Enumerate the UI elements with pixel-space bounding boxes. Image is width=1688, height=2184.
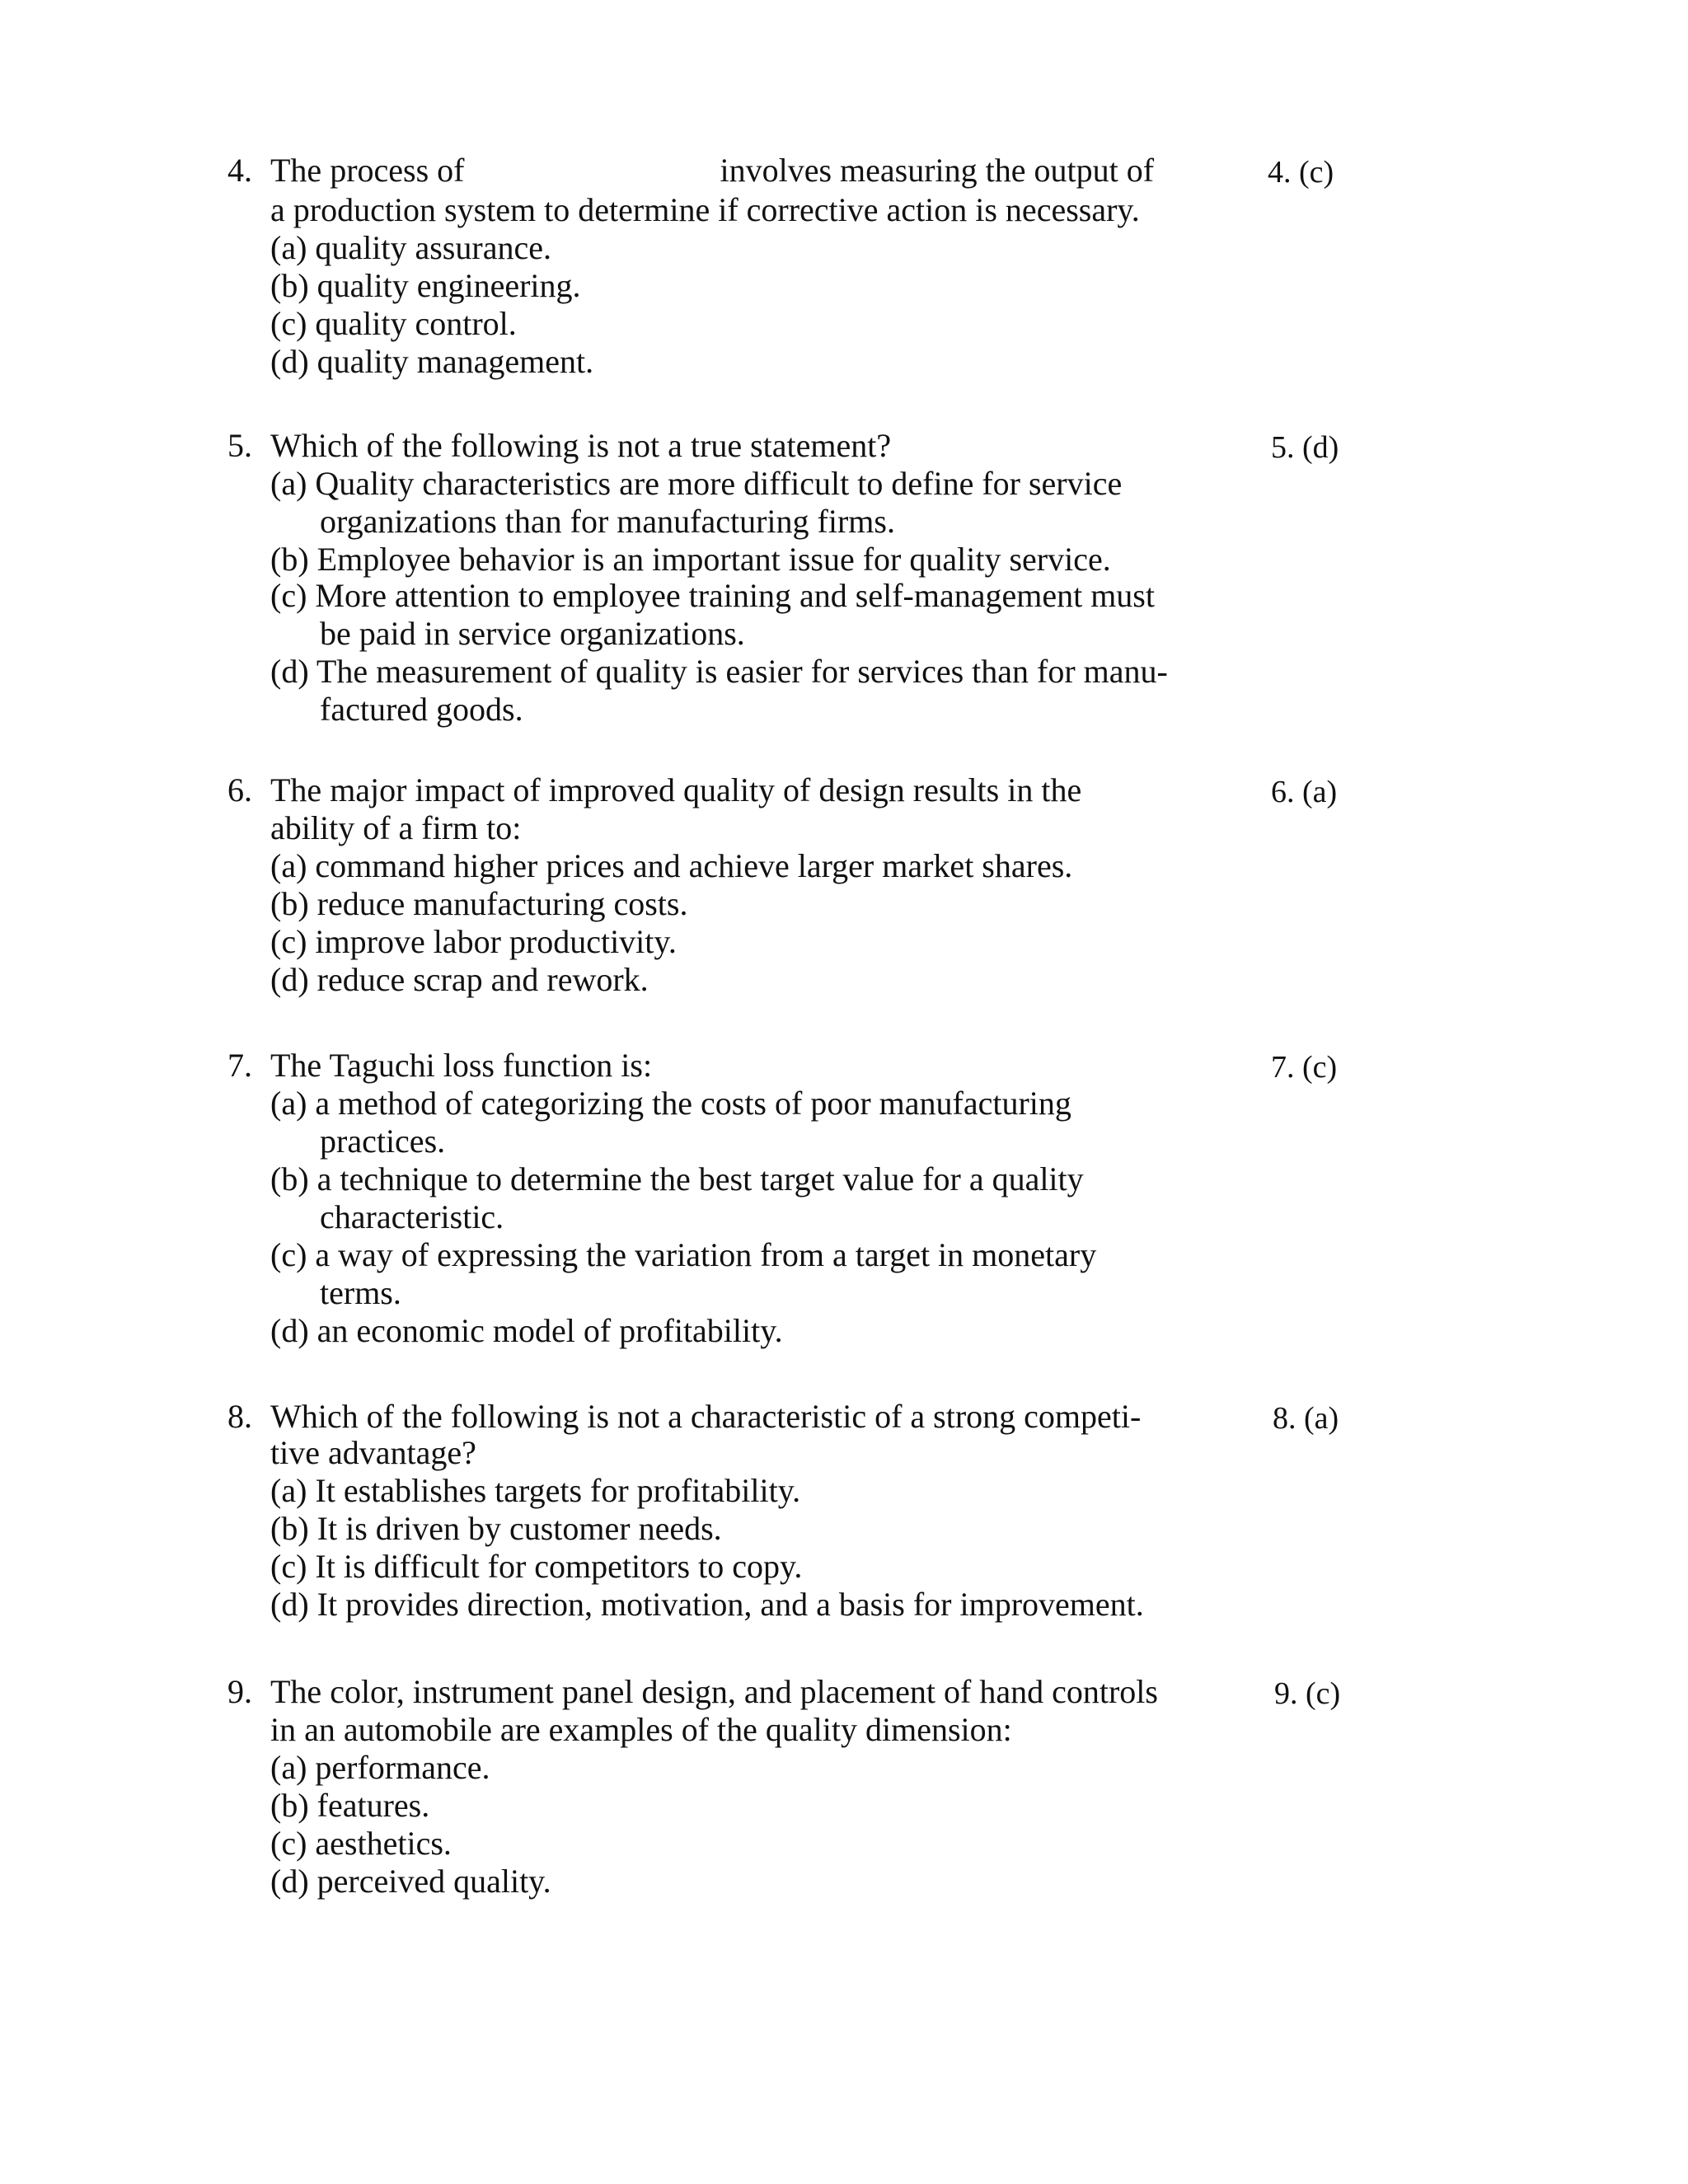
option-b: (b) features. <box>270 1787 430 1824</box>
question-stem-continued: in an automobile are examples of the quality dimension: <box>270 1711 1012 1748</box>
option-a: (a) It establishes targets for profitability. <box>270 1472 801 1509</box>
answer-key: 5. (d) <box>1271 430 1339 465</box>
answer-key: 6. (a) <box>1271 775 1338 809</box>
answer-key: 8. (a) <box>1273 1401 1339 1436</box>
option-c-continued: terms. <box>320 1274 401 1311</box>
question-number: 6. <box>227 771 252 808</box>
question-stem: Which of the following is not a characteristic of a strong competi- <box>270 1398 1142 1435</box>
question-stem-continued: tive advantage? <box>270 1434 476 1471</box>
option-b: (b) a technique to determine the best target value for a quality <box>270 1160 1084 1197</box>
question-number: 5. <box>227 427 252 464</box>
option-c: (c) quality control. <box>270 305 517 342</box>
option-d: (d) reduce scrap and rework. <box>270 961 649 998</box>
option-d: (d) quality management. <box>270 343 594 380</box>
option-d: (d) The measurement of quality is easier for services than for manu- <box>270 653 1168 690</box>
option-a-continued: practices. <box>320 1122 446 1160</box>
option-b-continued: characteristic. <box>320 1198 504 1235</box>
answer-key: 4. (c) <box>1268 155 1334 190</box>
question-number: 8. <box>227 1398 252 1435</box>
option-a: (a) performance. <box>270 1749 490 1786</box>
option-b: (b) It is driven by customer needs. <box>270 1510 722 1547</box>
question-number: 9. <box>227 1673 252 1710</box>
question-stem: The major impact of improved quality of design results in the <box>270 771 1082 808</box>
option-c-continued: be paid in service organizations. <box>320 615 745 652</box>
question-stem: Which of the following is not a true statement? <box>270 427 892 464</box>
option-d: (d) an economic model of profitability. <box>270 1312 783 1349</box>
question-stem-continued: a production system to determine if corrective action is necessary. <box>270 191 1140 228</box>
question-stem <box>270 152 1154 190</box>
question-number: 7. <box>227 1047 252 1084</box>
option-d-continued: factured goods. <box>320 691 523 728</box>
question-stem: The Taguchi loss function is: <box>270 1047 653 1084</box>
option-a: (a) a method of categorizing the costs of poor manufacturing <box>270 1085 1071 1122</box>
option-a: (a) Quality characteristics are more difficult to define for service <box>270 465 1123 502</box>
option-d: (d) perceived quality. <box>270 1863 551 1900</box>
option-c: (c) More attention to employee training and self-management must <box>270 577 1155 614</box>
answer-key: 7. (c) <box>1271 1050 1338 1085</box>
option-b: (b) Employee behavior is an important issue for quality service. <box>270 541 1111 578</box>
answer-key: 9. (c) <box>1274 1676 1341 1711</box>
question-stem-continued: ability of a firm to: <box>270 809 522 846</box>
option-a-continued: organizations than for manufacturing firms. <box>320 503 895 540</box>
stem-text-after-blank: involves measuring the output of <box>720 152 1155 189</box>
option-b: (b) reduce manufacturing costs. <box>270 885 688 922</box>
option-c: (c) improve labor productivity. <box>270 923 677 960</box>
stem-text-before-blank: The process of <box>270 152 465 189</box>
question-stem: The color, instrument panel design, and placement of hand controls <box>270 1673 1158 1710</box>
option-d: (d) It provides direction, motivation, and a basis for improvement. <box>270 1586 1144 1623</box>
option-a: (a) quality assurance. <box>270 229 551 266</box>
option-b: (b) quality engineering. <box>270 267 581 304</box>
option-c: (c) a way of expressing the variation from a target in monetary <box>270 1236 1097 1273</box>
option-a: (a) command higher prices and achieve larger market shares. <box>270 847 1073 884</box>
option-c: (c) aesthetics. <box>270 1825 452 1862</box>
option-c: (c) It is difficult for competitors to copy. <box>270 1548 803 1585</box>
question-number: 4. <box>227 152 252 189</box>
